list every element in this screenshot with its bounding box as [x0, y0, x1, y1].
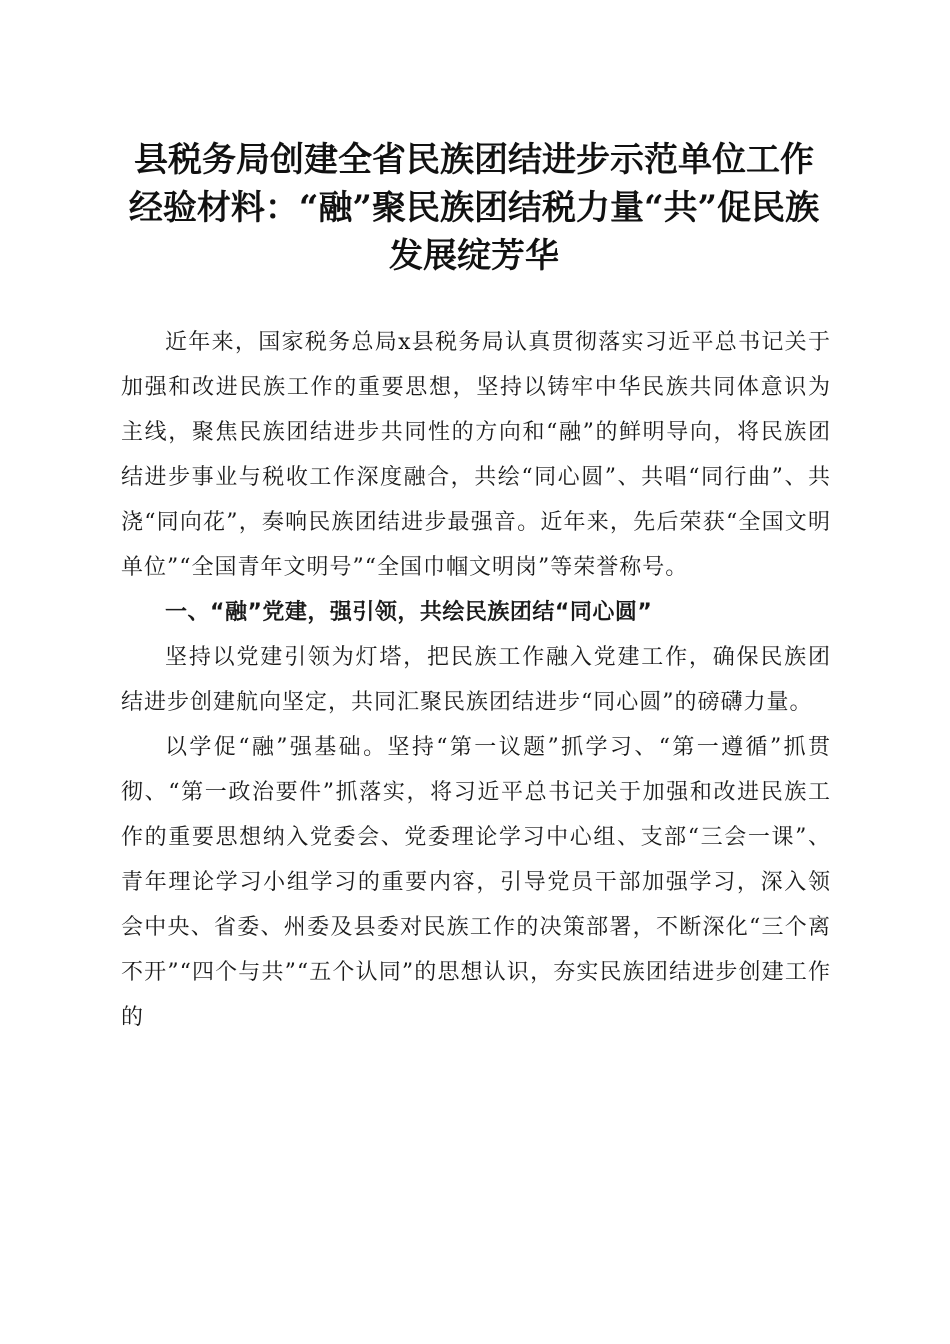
- section-1-paragraph: 坚持以党建引领为灯塔，把民族工作融入党建工作，确保民族团结进步创建航向坚定，共同汇聚民族团结进步“同心圆”的磅礴力量。: [121, 645, 831, 715]
- section-1-subparagraph: 以学促“融”强基础。坚持“第一议题”抓学习、“第一遵循”抓贯彻、“第一政治要件”抓落实，将习近平总书记关于加强和改进民族工作的重要思想纳入党委会、党委理论学习中心组、支部“三会一课”、青年理论学习小组学习的重要内容，引导党员干部加强学习，深入领会中央、省委、州委及县委对民族工作的决策部署，不断深化“三个离不开”“四个与共”“五个认同”的思想认识，夯实民族团结进步创建工作的: [121, 735, 831, 1030]
- intro-paragraph: 近年来，国家税务总局x县税务局认真贯彻落实习近平总书记关于加强和改进民族工作的重要思想，坚持以铸牢中华民族共同体意识为主线，聚焦民族团结进步共同性的方向和“融”的鲜明导向，将民族团结进步事业与税收工作深度融合，共绘“同心圆”、共唱“同行曲”、共浇“同向花”，奏响民族团结进步最强音。近年来，先后荣获“全国文明单位”“全国青年文明号”“全国巾帼文明岗”等荣誉称号。: [121, 330, 831, 580]
- section-heading-1: 一、“融”党建，强引领，共绘民族团结“同心圆”: [165, 600, 653, 625]
- document-body: [121, 320, 831, 1040]
- document-title: 县税务局创建全省民族团结进步示范单位工作经验材料：“融”聚民族团结税力量“共”促民族发展绽芳华: [128, 140, 820, 276]
